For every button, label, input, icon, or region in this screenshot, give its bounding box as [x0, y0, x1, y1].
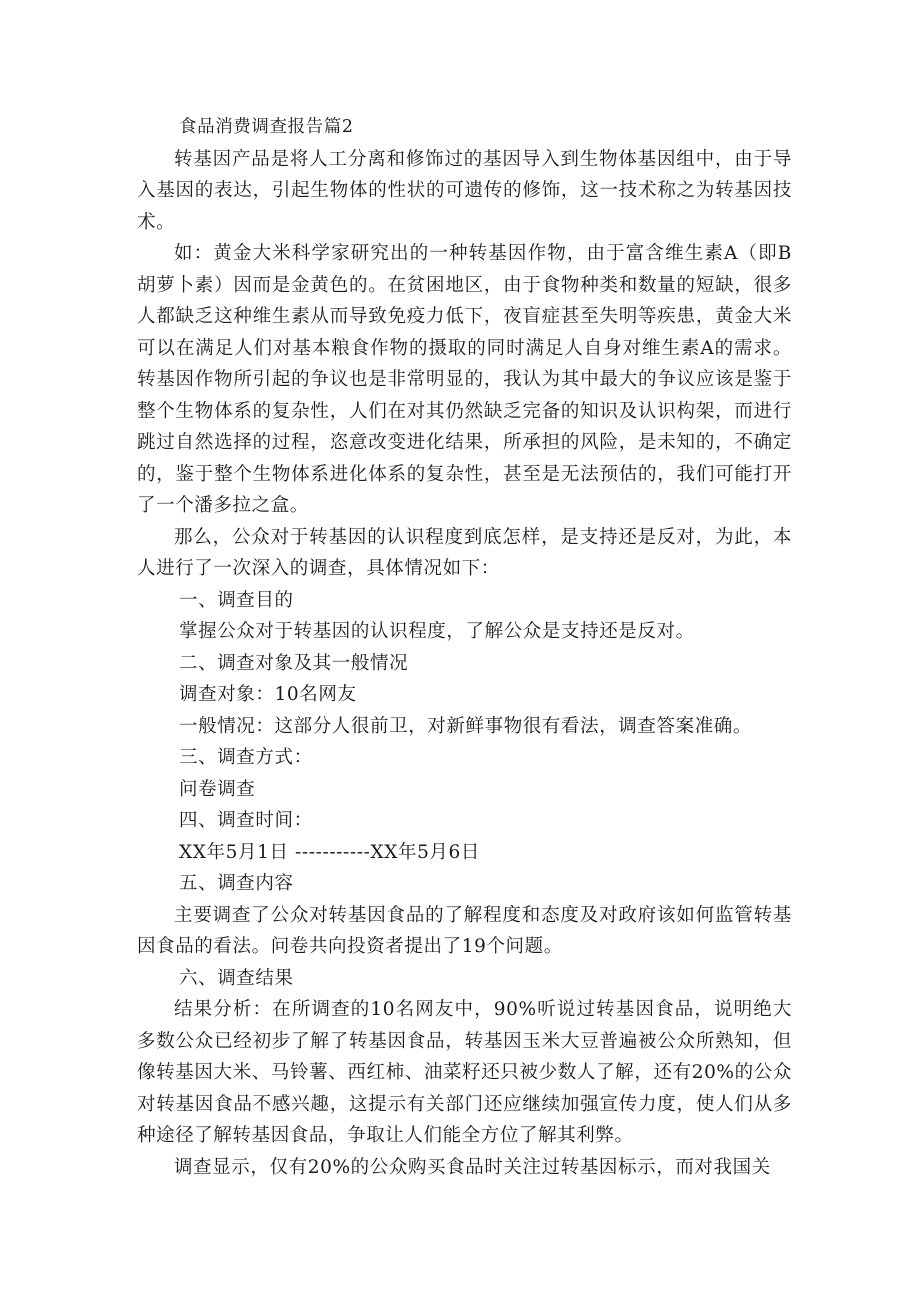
section-heading-results: 六、调查结果	[179, 967, 294, 989]
section-heading-time: 四、调查时间：	[179, 810, 313, 831]
intro-paragraph-3: 那么，公众对于转基因的认识程度到底怎样，是支持还是反对，为此，本人进行了一次深入的调查，具体情况如下：	[137, 526, 792, 579]
document-body	[137, 112, 792, 1183]
section-results-analysis: 结果分析：在所调查的10名网友中，90%听说过转基因食品，说明绝大多数公众已经初步了解了转基因食品，转基因玉米大豆普遍被公众所熟知，但像转基因大米、马铃薯、西红柿、油菜籽还只被少数人了解，还有20%的公众对转基因食品不感兴趣，这提示有关部门还应继续加强宣传力度，使人们从多种途径了解转基因食品，争取让人们能全方位了解其利弊。	[137, 999, 792, 1146]
section-subjects-text: 调查对象：10名网友	[179, 684, 357, 705]
section-heading-purpose: 一、调查目的	[179, 589, 294, 611]
section-method-text: 问卷调查	[179, 778, 256, 800]
section-purpose-text: 掌握公众对于转基因的认识程度，了解公众是支持还是反对。	[179, 621, 695, 642]
section-subjects-general: 一般情况：这部分人很前卫，对新鲜事物很有看法，调查答案准确。	[179, 715, 753, 737]
section-heading-subjects: 二、调查对象及其一般情况	[179, 652, 409, 674]
intro-paragraph-1: 转基因产品是将人工分离和修饰过的基因导入到生物体基因组中，由于导入基因的表达，引起生物体的性状的可遗传的修饰，这一技术称之为转基因技术。	[137, 148, 792, 233]
intro-paragraph-2: 如：黄金大米科学家研究出的一种转基因作物，由于富含维生素A（即B胡萝卜素）因而是金黄色的。在贫困地区，由于食物种类和数量的短缺，很多人都缺乏这种维生素从而导致免疫力低下，夜盲症甚至失明等疾患，黄金大米可以在满足人们对基本粮食作物的摄取的同时满足人自身对维生素A的需求。转基因作物所引起的争议也是非常明显的，我认为其中最大的争议应该是鉴于整个生物体系的复杂性，人们在对其仍然缺乏完备的知识及认识构架，而进行跳过自然选择的过程，恣意改变进化结果，所承担的风险，是未知的，不确定的，鉴于整个生物体系进化体系的复杂性，甚至是无法预估的，我们可能打开了一个潘多拉之盒。	[137, 243, 792, 516]
section-heading-method: 三、调查方式：	[179, 747, 313, 768]
section-content-text: 主要调查了公众对转基因食品的了解程度和态度及对政府该如何监管转基因食品的看法。问卷共向投资者提出了19个问题。	[137, 904, 792, 957]
section-heading-content: 五、调查内容	[179, 873, 294, 894]
document-title: 食品消费调查报告篇2	[179, 117, 354, 137]
section-results-finding: 调查显示，仅有20%的公众购买食品时关注过转基因标示，而对我国关	[174, 1156, 771, 1178]
section-time-text: XX年5月1日 -----------XX年5月6日	[179, 841, 481, 863]
